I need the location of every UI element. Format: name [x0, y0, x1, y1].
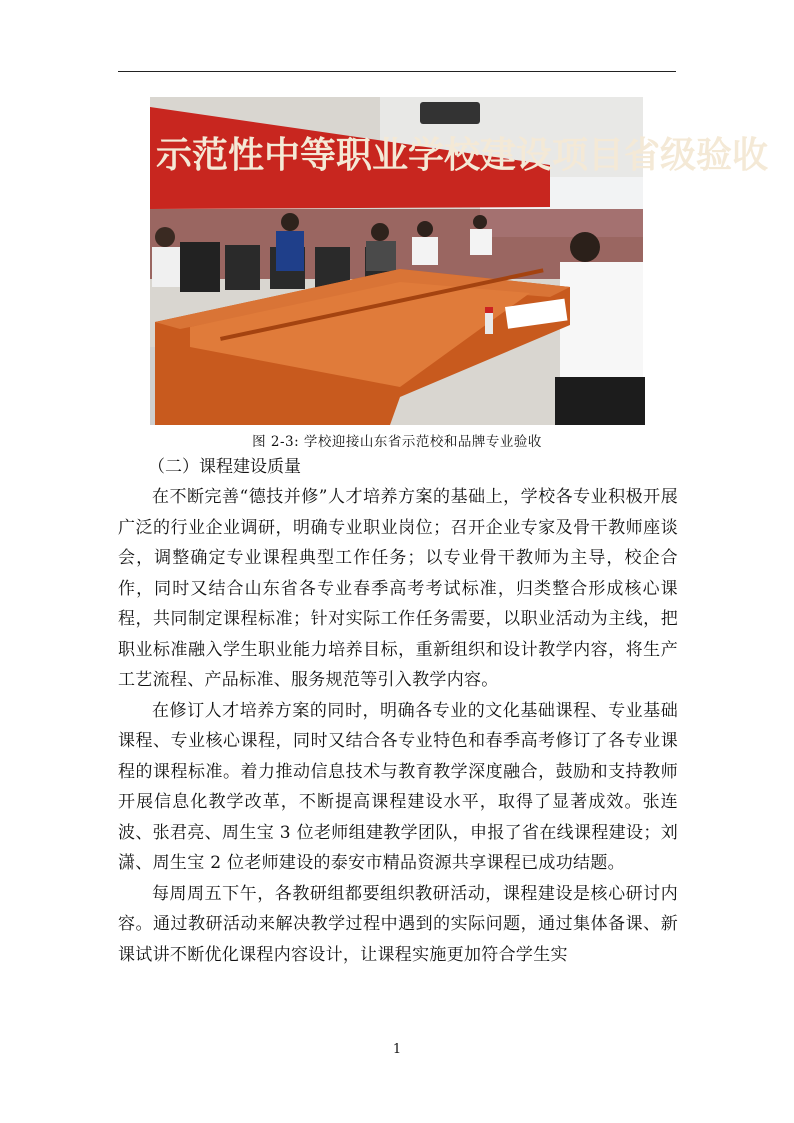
paragraph: 在修订人才培养方案的同时，明确各专业的文化基础课程、专业基础课程、专业核心课程，同时又结合各专业特色和春季高考修订了各专业课程的课程标准。着力推动信息技术与教育教学深度融合，鼓励和支持教师开展信息化教学改革，不断提高课程建设水平，取得了显著成效。张连波、张君亮、周生宝 3 位老师组建教学团队，申报了省在线课程建设；刘潇、周生宝 2 位老师建设的泰安市精品资源共享课程已成功结题。 [118, 700, 678, 873]
figure-caption: 图 2-3: 学校迎接山东省示范校和品牌专业验收 [252, 434, 542, 450]
section-heading: （二）课程建设质量 [148, 457, 301, 477]
body-text [118, 482, 678, 970]
paragraph: 每周周五下午，各教研组都要组织教研活动，课程建设是核心研讨内容。通过教研活动来解决教学过程中遇到的实际问题，通过集体备课、新课试讲不断优化课程内容设计，让课程实施更加符合学生实 [118, 883, 678, 965]
header-rule [118, 71, 676, 72]
paragraph: 在不断完善“德技并修”人才培养方案的基础上，学校各专业积极开展广泛的行业企业调研，明确专业职业岗位；召开企业专家及骨干教师座谈会，调整确定专业课程典型工作任务；以专业骨干教师为主导，校企合作，同时又结合山东省各专业春季高考考试标准，归类整合形成核心课程，共同制定课程标准；针对实际工作任务需要，以职业活动为主线，把职业标准融入学生职业能力培养目标，重新组织和设计教学内容，将生产工艺流程、产品标准、服务规范等引入教学内容。 [118, 487, 678, 690]
page-number: 1 [392, 1042, 402, 1057]
meeting-photo [150, 97, 769, 425]
banner-text: 示范性中等职业学校建设项目省级验收 [156, 135, 769, 176]
